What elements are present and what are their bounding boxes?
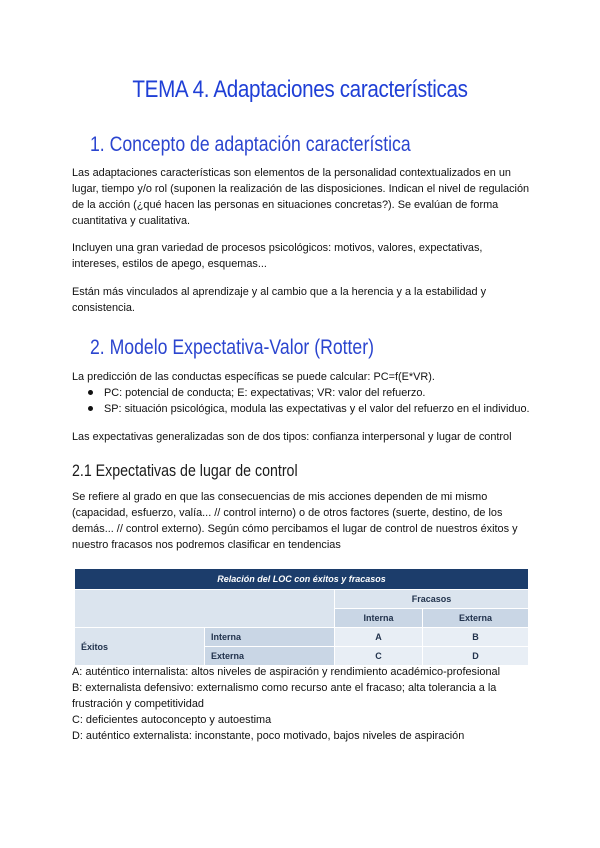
- table-cell-d: D: [423, 647, 529, 666]
- list-item: SP: situación psicológica, modula las expectativas y el valor del refuerzo en el individuo.: [72, 401, 530, 417]
- section-2-1-heading: 2.1 Expectativas de lugar de control: [72, 462, 298, 480]
- list-item: PC: potencial de conducta; E: expectativas; VR: valor del refuerzo.: [72, 385, 530, 401]
- loc-table: [74, 568, 529, 666]
- section-2-1-paragraph: Se refiere al grado en que las consecuencias de mis acciones dependen de mi mismo (capacidad, esfuerzo, valía... // control interno) o de otros factores (suerte, destino, de los demás... // control externo). Según cómo percibamos el lugar de control de nuestros éxitos y nuestro fracasos nos podremos clasificar en tendencias: [72, 491, 518, 551]
- table-row-header-exitos: Éxitos: [75, 628, 205, 666]
- tendencies-legend: [72, 664, 530, 744]
- table-cell-b: B: [423, 628, 529, 647]
- table-header-fracasos: Fracasos: [335, 590, 529, 609]
- section-2-heading: 2. Modelo Expectativa-Valor (Rotter): [90, 336, 374, 359]
- section-1-paragraph-1: Las adaptaciones características son elementos de la personalidad contextualizados en un lugar, tiempo y/o rol (suponen la realización de las disposiciones. Indican el nivel de regulación de la acción (¿qué hacen las personas en situaciones concretas?). Se evalúan de forma cuantitativa y cualitativa.: [72, 167, 530, 227]
- table-corner: [75, 590, 335, 628]
- legend-c: C: deficientes autoconcepto y autoestima: [72, 714, 272, 726]
- table-caption: Relación del LOC con éxitos y fracasos: [75, 569, 529, 590]
- legend-b: B: externalista defensivo: externalismo como recurso ante el fracaso; alta tolerancia a la frustración y competitividad: [72, 682, 497, 710]
- table-cell-c: C: [335, 647, 423, 666]
- table-row-header-externa: Externa: [205, 647, 335, 666]
- document-title: TEMA 4. Adaptaciones características: [132, 76, 468, 103]
- section-1-heading: 1. Concepto de adaptación característica: [90, 133, 411, 156]
- section-1-paragraph-3: Están más vinculados al aprendizaje y al cambio que a la herencia y a la estabilidad y consistencia.: [72, 286, 487, 314]
- section-2-bullet-list: [72, 385, 530, 417]
- table-row-header-interna: Interna: [205, 628, 335, 647]
- legend-d: D: auténtico externalista: inconstante, poco motivado, bajos niveles de aspiración: [72, 730, 465, 742]
- section-2-outro: Las expectativas generalizadas son de dos tipos: confianza interpersonal y lugar de control: [72, 431, 512, 443]
- table-header-interna: Interna: [335, 609, 423, 628]
- section-1-paragraph-2: Incluyen una gran variedad de procesos psicológicos: motivos, valores, expectativas, intereses, estilos de apego, esquemas...: [72, 242, 483, 270]
- legend-a: A: auténtico internalista: altos niveles de aspiración y rendimiento académico-profesional: [72, 666, 500, 678]
- table-cell-a: A: [335, 628, 423, 647]
- table-header-externa: Externa: [423, 609, 529, 628]
- section-2-intro: La predicción de las conductas específicas se puede calcular: PC=f(E*VR).: [72, 371, 435, 383]
